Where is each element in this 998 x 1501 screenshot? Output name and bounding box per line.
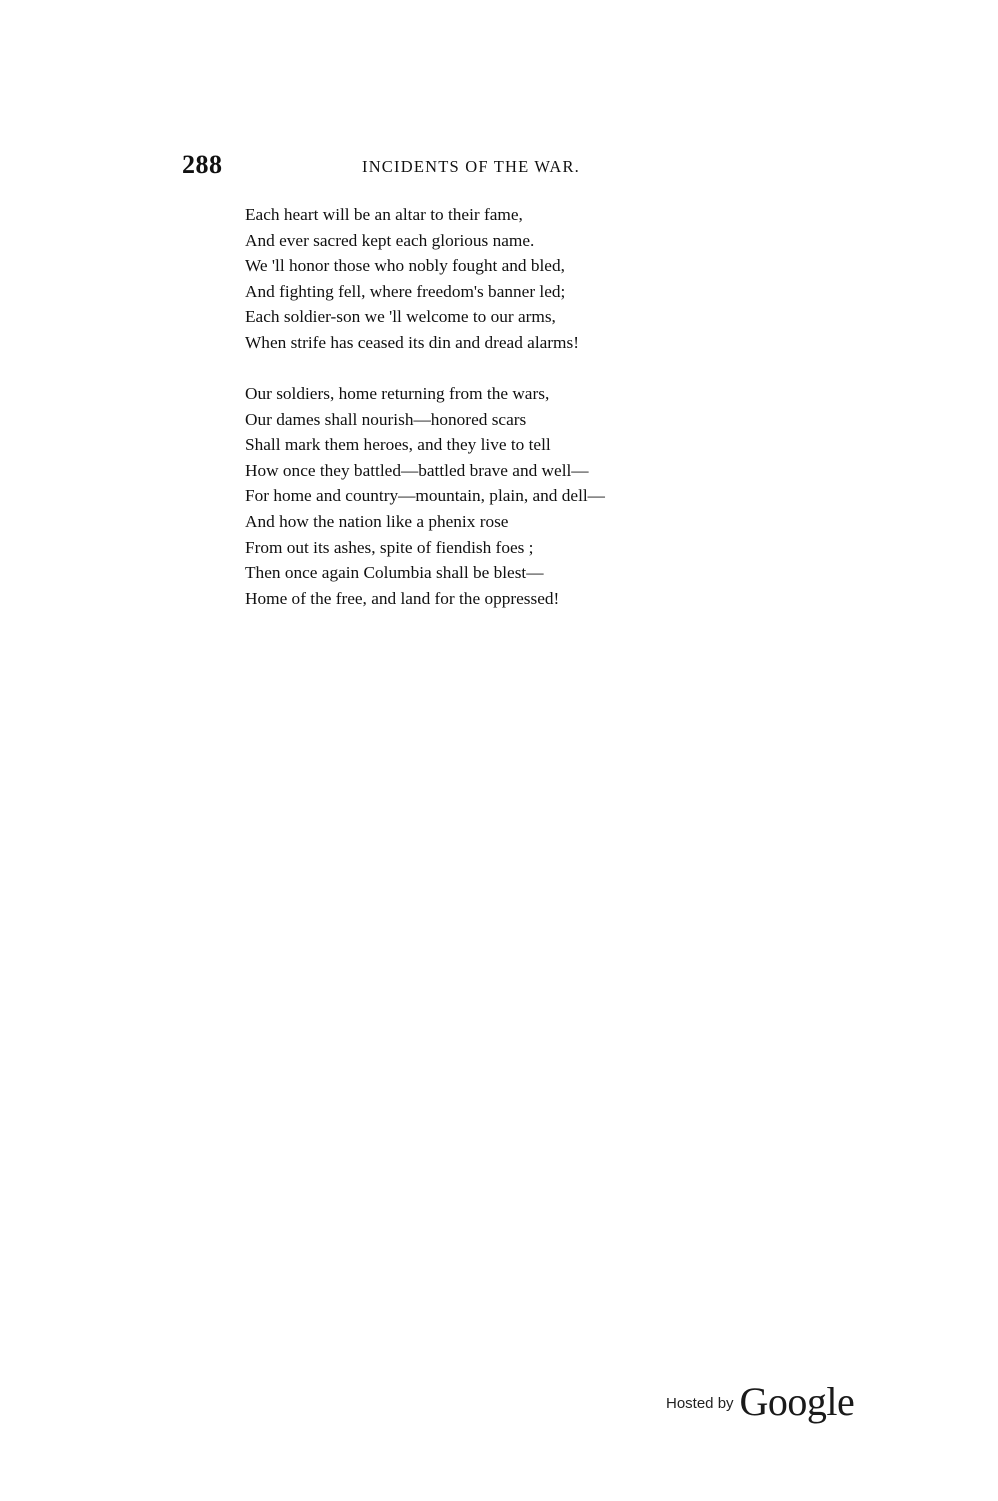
page-number: 288 [182, 150, 223, 179]
stanza [245, 202, 579, 356]
verse-line: Our dames shall nourish—honored scars [245, 409, 527, 429]
verse-line: For home and country—mountain, plain, and dell— [245, 486, 605, 506]
hosted-by-label: Hosted by [666, 1395, 734, 1412]
verse-line: How once they battled—battled brave and well— [245, 460, 589, 480]
google-wordmark: Google [739, 1379, 855, 1424]
verse-line: And how the nation like a phenix rose [245, 511, 509, 531]
stanza [245, 381, 605, 611]
verse-line: When strife has ceased its din and dread alarms! [245, 332, 579, 352]
verse-line: Then once again Columbia shall be blest— [245, 563, 544, 583]
hosted-by-google-logo [666, 1379, 855, 1424]
running-head: INCIDENTS OF THE WAR. [362, 157, 581, 176]
verse-line: Shall mark them heroes, and they live to tell [245, 435, 551, 455]
verse-line: Our soldiers, home returning from the wars, [245, 384, 550, 403]
verse-line: Home of the free, and land for the oppressed! [245, 588, 560, 608]
verse-line: And fighting fell, where freedom's banner led; [245, 281, 566, 301]
verse-line: And ever sacred kept each glorious name. [245, 230, 535, 250]
verse-line: Each soldier-son we 'll welcome to our arms, [245, 307, 556, 327]
verse-line: From out its ashes, spite of fiendish foes ; [245, 537, 534, 557]
verse-line: Each heart will be an altar to their fame, [245, 205, 523, 224]
verse-line: We 'll honor those who nobly fought and bled, [245, 256, 565, 276]
